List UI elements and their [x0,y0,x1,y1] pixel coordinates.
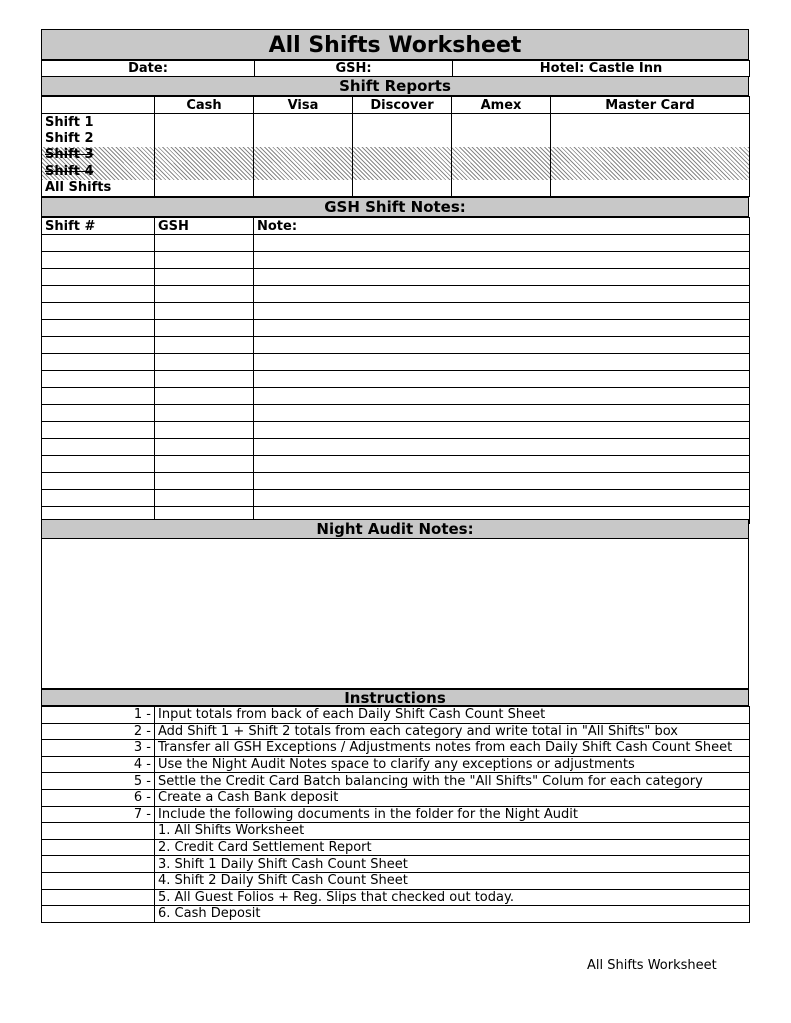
shift-number-cell[interactable] [42,439,155,456]
table-row [42,269,750,286]
visa-cell [254,147,353,163]
column-header: Visa [254,97,353,114]
amex-cell[interactable] [452,131,551,147]
gsh-notes-table [41,217,750,235]
gsh-cell[interactable] [155,235,254,252]
list-item [42,707,750,724]
gsh-cell[interactable] [155,371,254,388]
table-row [42,131,750,147]
gsh-cell[interactable] [155,286,254,303]
visa-cell[interactable] [254,131,353,147]
row-label: All Shifts [42,180,155,197]
table-row [42,473,750,490]
shift-number-cell[interactable] [42,269,155,286]
note-cell[interactable] [254,405,750,422]
gsh-cell[interactable] [155,439,254,456]
table-row [42,405,750,422]
night-audit-notes-area[interactable] [41,539,749,689]
shift-number-cell[interactable] [42,456,155,473]
gsh-cell[interactable] [155,269,254,286]
table-row [42,337,750,354]
table-row [42,439,750,456]
table-row [42,114,750,131]
table-row [42,163,750,180]
gsh-cell[interactable] [155,303,254,320]
gsh-notes-rows [41,234,750,524]
gsh-cell[interactable] [155,422,254,439]
table-row [42,490,750,507]
column-header: Shift # [42,218,155,235]
note-cell[interactable] [254,286,750,303]
note-cell[interactable] [254,456,750,473]
note-cell[interactable] [254,388,750,405]
note-cell[interactable] [254,371,750,388]
list-item [42,723,750,740]
list-item [42,823,750,840]
instruction-text: 6. Cash Deposit [155,906,750,923]
gsh-cell[interactable] [155,252,254,269]
table-row [42,320,750,337]
gsh-cell[interactable] [155,388,254,405]
mastercard-cell [551,163,750,180]
note-cell[interactable] [254,490,750,507]
instruction-number [42,839,155,856]
column-header: GSH [155,218,254,235]
list-item [42,740,750,757]
gsh-cell[interactable] [155,456,254,473]
shift-number-cell[interactable] [42,354,155,371]
mastercard-cell[interactable] [551,180,750,197]
instruction-text: Input totals from back of each Daily Shift Cash Count Sheet [155,707,750,724]
table-row [42,286,750,303]
cash-cell[interactable] [155,114,254,131]
instruction-text: Create a Cash Bank deposit [155,789,750,806]
info-row [41,60,750,77]
shift-number-cell[interactable] [42,422,155,439]
shift-number-cell[interactable] [42,473,155,490]
gsh-cell[interactable] [155,337,254,354]
visa-cell [254,163,353,180]
table-row [42,303,750,320]
column-header: Cash [155,97,254,114]
shift-reports-header-row [42,97,750,114]
shift-number-cell[interactable] [42,286,155,303]
instructions-heading: Instructions [41,689,749,706]
list-item [42,773,750,790]
visa-cell[interactable] [254,114,353,131]
instruction-number [42,856,155,873]
list-item [42,789,750,806]
instruction-text: 4. Shift 2 Daily Shift Cash Count Sheet [155,872,750,889]
note-cell[interactable] [254,303,750,320]
instruction-number: 5 - [42,773,155,790]
note-cell[interactable] [254,252,750,269]
instruction-text: Add Shift 1 + Shift 2 totals from each category and write total in "All Shifts" box [155,723,750,740]
note-cell[interactable] [254,235,750,252]
shift-rows [41,113,750,197]
column-header: Amex [452,97,551,114]
shift-number-cell[interactable] [42,337,155,354]
instruction-number [42,823,155,840]
shift-reports-heading: Shift Reports [41,76,749,96]
note-cell[interactable] [254,320,750,337]
shift-number-cell[interactable] [42,490,155,507]
date-label: Date: [42,61,255,77]
instruction-number: 6 - [42,789,155,806]
footer-label: All Shifts Worksheet [587,958,717,973]
shift-number-cell[interactable] [42,320,155,337]
discover-cell[interactable] [353,131,452,147]
row-label: Shift 3 [42,147,155,163]
row-label: Shift 1 [42,114,155,131]
visa-cell[interactable] [254,180,353,197]
note-cell[interactable] [254,354,750,371]
mastercard-cell[interactable] [551,114,750,131]
discover-cell [353,147,452,163]
cash-cell [155,147,254,163]
amex-cell[interactable] [452,114,551,131]
mastercard-cell[interactable] [551,131,750,147]
instruction-number [42,906,155,923]
gsh-cell[interactable] [155,490,254,507]
column-header: Discover [353,97,452,114]
row-label: Shift 2 [42,131,155,147]
instruction-text: 1. All Shifts Worksheet [155,823,750,840]
instruction-text: 5. All Guest Folios + Reg. Slips that checked out today. [155,889,750,906]
discover-cell [353,163,452,180]
gsh-cell[interactable] [155,354,254,371]
row-label: Shift 4 [42,163,155,180]
cash-cell[interactable] [155,180,254,197]
instruction-number: 2 - [42,723,155,740]
discover-cell[interactable] [353,180,452,197]
cash-cell[interactable] [155,131,254,147]
note-cell[interactable] [254,422,750,439]
instructions-table [41,706,750,923]
amex-cell [452,147,551,163]
table-row [42,371,750,388]
note-cell[interactable] [254,473,750,490]
column-header: Note: [254,218,750,235]
column-header: Master Card [551,97,750,114]
note-cell[interactable] [254,269,750,286]
gsh-label: GSH: [255,61,453,77]
list-item [42,756,750,773]
gsh-cell[interactable] [155,405,254,422]
instruction-text: Transfer all GSH Exceptions / Adjustments notes from each Daily Shift Cash Count Sheet [155,740,750,757]
instruction-text: 3. Shift 1 Daily Shift Cash Count Sheet [155,856,750,873]
table-row [42,180,750,197]
table-row [42,147,750,163]
instruction-text: 2. Credit Card Settlement Report [155,839,750,856]
shift-number-cell[interactable] [42,303,155,320]
instruction-text: Include the following documents in the folder for the Night Audit [155,806,750,823]
list-item [42,889,750,906]
table-row [42,422,750,439]
shift-number-cell[interactable] [42,252,155,269]
shift-number-cell[interactable] [42,371,155,388]
shift-number-cell[interactable] [42,235,155,252]
gsh-notes-header-row [42,218,750,235]
amex-cell [452,163,551,180]
instruction-number: 3 - [42,740,155,757]
list-item [42,856,750,873]
note-cell[interactable] [254,439,750,456]
page-title: All Shifts Worksheet [41,29,749,60]
table-row [42,354,750,371]
instruction-number [42,889,155,906]
hotel-label: Hotel: Castle Inn [453,61,750,77]
shift-number-cell[interactable] [42,388,155,405]
instruction-number: 4 - [42,756,155,773]
table-row [42,252,750,269]
gsh-cell[interactable] [155,320,254,337]
discover-cell[interactable] [353,114,452,131]
gsh-cell[interactable] [155,473,254,490]
list-item [42,872,750,889]
amex-cell[interactable] [452,180,551,197]
shift-number-cell[interactable] [42,405,155,422]
instruction-text: Settle the Credit Card Batch balancing with the "All Shifts" Colum for each category [155,773,750,790]
list-item [42,906,750,923]
instruction-number: 1 - [42,707,155,724]
list-item [42,839,750,856]
instruction-number [42,872,155,889]
list-item [42,806,750,823]
cash-cell [155,163,254,180]
note-cell[interactable] [254,337,750,354]
table-row [42,456,750,473]
instruction-text: Use the Night Audit Notes space to clarify any exceptions or adjustments [155,756,750,773]
table-row [42,388,750,405]
mastercard-cell [551,147,750,163]
instruction-number: 7 - [42,806,155,823]
shift-reports-table [41,96,750,114]
night-audit-heading: Night Audit Notes: [41,519,749,539]
table-row [42,235,750,252]
gsh-notes-heading: GSH Shift Notes: [41,197,749,217]
